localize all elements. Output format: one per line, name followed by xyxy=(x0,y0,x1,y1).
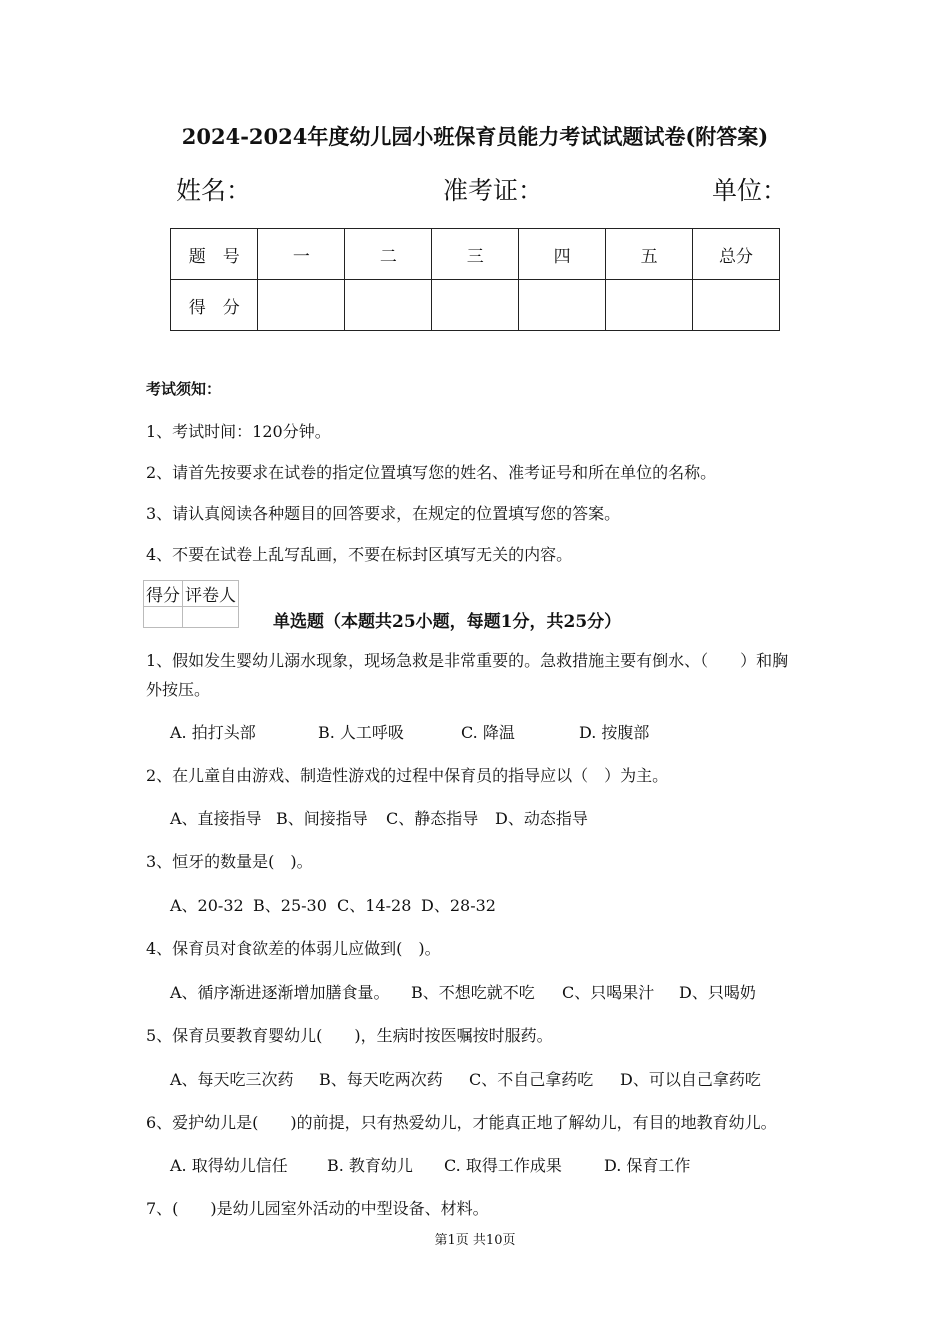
question-text: 4、保育员对食欲差的体弱儿应做到( )。 xyxy=(146,939,441,958)
score-cell xyxy=(693,280,780,331)
score-table-score-row xyxy=(171,280,780,331)
option: B、25-30 xyxy=(253,896,327,915)
question-text: 2、在儿童自由游戏、制造性游戏的过程中保育员的指导应以（ ）为主。 xyxy=(146,766,669,785)
option: A、20-32 xyxy=(170,896,244,915)
option: D、可以自己拿药吃 xyxy=(620,1070,761,1089)
question-text: 3、恒牙的数量是( )。 xyxy=(146,852,313,871)
name-field-label: 姓名： xyxy=(176,176,252,205)
grader-score-cell xyxy=(144,607,183,628)
option: A. 拍打头部 xyxy=(170,723,256,742)
option: C、14-28 xyxy=(337,896,412,915)
option: D、28-32 xyxy=(421,896,496,915)
option: C、只喝果汁 xyxy=(562,983,655,1002)
score-cell xyxy=(345,280,432,331)
score-cell xyxy=(519,280,606,331)
question-text: 7、( )是幼儿园室外活动的中型设备、材料。 xyxy=(146,1199,489,1218)
grader-reviewer-cell xyxy=(183,607,239,628)
score-table-header-cell: 一 xyxy=(258,229,345,280)
option: C. 取得工作成果 xyxy=(444,1156,562,1175)
score-row-label: 得 分 xyxy=(171,280,258,331)
option: D. 保育工作 xyxy=(604,1156,691,1175)
section-title: 单选题（本题共25小题，每题1分，共25分） xyxy=(273,612,622,632)
unit-field-label: 单位： xyxy=(712,176,788,205)
score-table-header-cell: 三 xyxy=(432,229,519,280)
notes-title: 考试须知： xyxy=(146,380,222,398)
option: A、每天吃三次药 xyxy=(170,1070,294,1089)
option: A、直接指导 xyxy=(170,809,262,828)
score-table-header-cell: 总分 xyxy=(693,229,780,280)
option: B、间接指导 xyxy=(276,809,368,828)
score-table-header-row xyxy=(171,229,780,280)
option: B. 教育幼儿 xyxy=(327,1156,413,1175)
notes-item: 1、考试时间：120分钟。 xyxy=(146,422,331,441)
option: A、循序渐进逐渐增加膳食量。 xyxy=(170,983,390,1002)
page-footer: 第1页 共10页 xyxy=(434,1233,516,1248)
question-text: 5、保育员要教育婴幼儿( )，生病时按医嘱按时服药。 xyxy=(146,1026,553,1045)
option: A. 取得幼儿信任 xyxy=(170,1156,288,1175)
score-table-header-cell: 五 xyxy=(606,229,693,280)
grader-reviewer-label: 评卷人 xyxy=(183,581,239,607)
score-cell xyxy=(432,280,519,331)
document-title: 2024-2024年度幼儿园小班保育员能力考试试题试卷(附答案) xyxy=(181,124,769,149)
grader-score-label: 得分 xyxy=(144,581,183,607)
notes-item: 3、请认真阅读各种题目的回答要求，在规定的位置填写您的答案。 xyxy=(146,504,621,523)
notes-item: 2、请首先按要求在试卷的指定位置填写您的姓名、准考证号和所在单位的名称。 xyxy=(146,463,717,482)
exam-number-field-label: 准考证： xyxy=(443,176,544,205)
score-cell xyxy=(606,280,693,331)
option: D. 按腹部 xyxy=(579,723,650,742)
option: B. 人工呼吸 xyxy=(318,723,404,742)
question-text: 6、爱护幼儿是( )的前提，只有热爱幼儿，才能真正地了解幼儿，有目的地教育幼儿。 xyxy=(146,1113,777,1132)
score-table-header-cell: 题 号 xyxy=(171,229,258,280)
score-table xyxy=(170,228,780,331)
score-table-header-cell: 二 xyxy=(345,229,432,280)
question-text: 1、假如发生婴幼儿溺水现象，现场急救是非常重要的。急救措施主要有倒水、（ ）和胸 xyxy=(146,651,789,670)
option: C、静态指导 xyxy=(386,809,479,828)
option: B、每天吃两次药 xyxy=(319,1070,443,1089)
score-cell xyxy=(258,280,345,331)
notes-item: 4、不要在试卷上乱写乱画，不要在标封区填写无关的内容。 xyxy=(146,545,573,564)
option: C. 降温 xyxy=(461,723,515,742)
question-text-continued: 外按压。 xyxy=(146,680,211,699)
option: B、不想吃就不吃 xyxy=(411,983,535,1002)
score-table-header-cell: 四 xyxy=(519,229,606,280)
grader-box xyxy=(143,580,239,628)
option: D、动态指导 xyxy=(495,809,588,828)
option: D、只喝奶 xyxy=(679,983,756,1002)
option: C、不自己拿药吃 xyxy=(469,1070,594,1089)
